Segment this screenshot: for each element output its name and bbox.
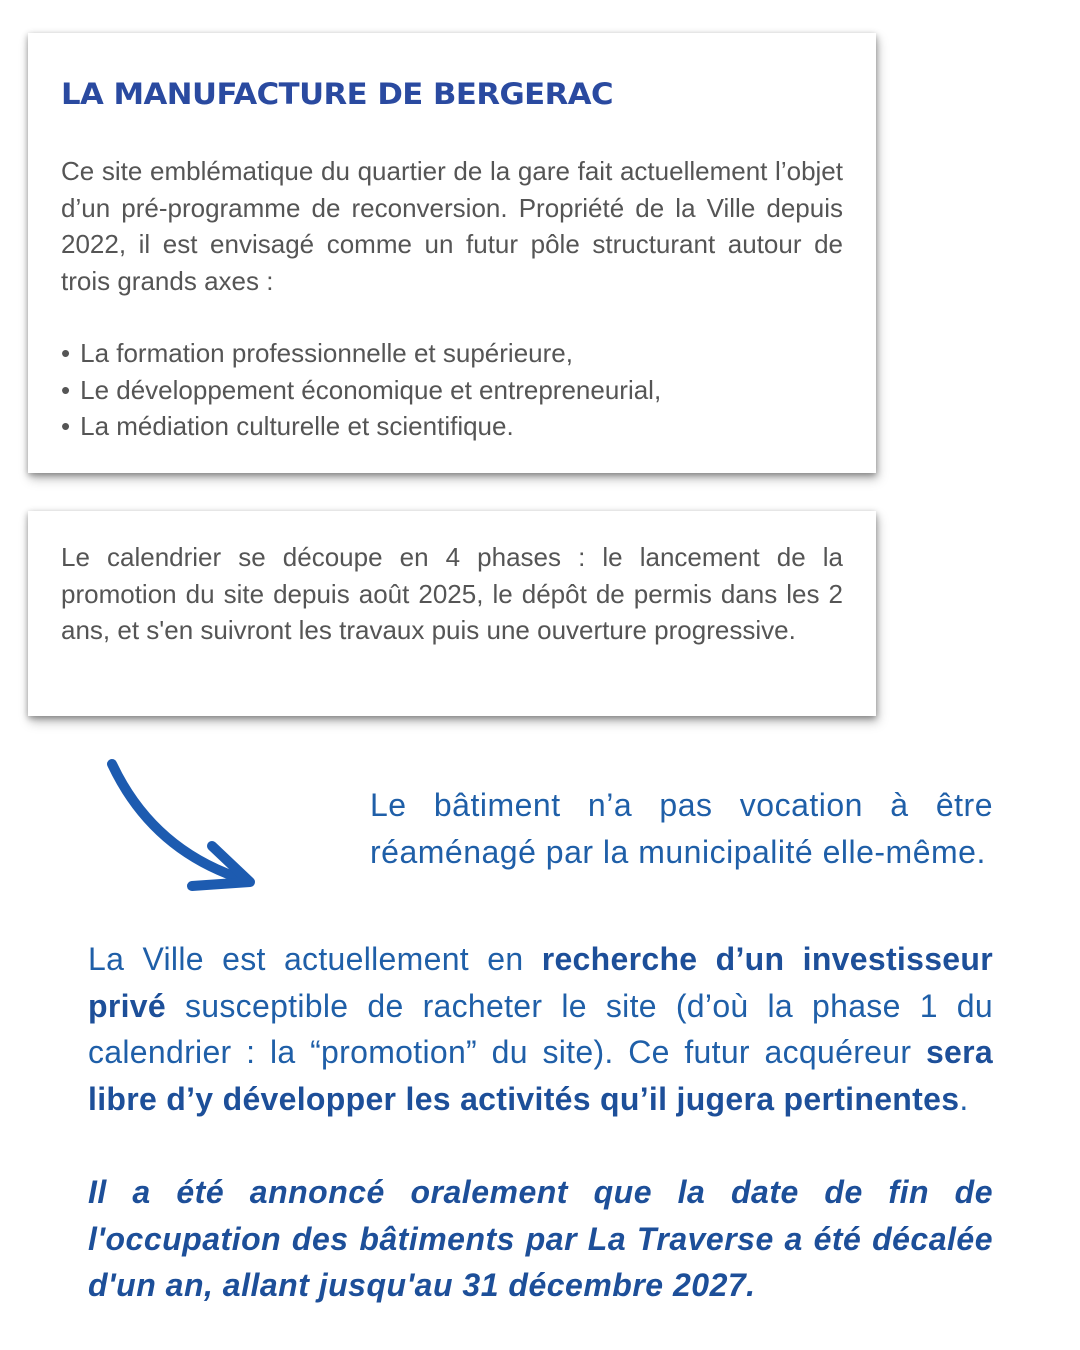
manufacture-card (28, 33, 876, 473)
investor-note: La Ville est actuellement en recherche d’un investisseur privé susceptible de racheter le site (d’où la phase 1 du calendrier : la “promotion” du site). Ce futur acquéreur sera libre d’y développer les activités qu’il jugera pertinentes. (88, 941, 993, 1117)
card-intro-text: Ce site emblématique du quartier de la gare fait actuellement l’objet d’un pré-programme de reconversion. Propriété de la Ville depuis 2022, il est envisagé comme un futur pôle structurant autour de trois grands axes : (61, 156, 843, 296)
list-item: • La médiation culturelle et scientifique. (61, 411, 514, 441)
calendar-card (28, 511, 876, 716)
card-title: LA MANUFACTURE DE BERGERAC (61, 77, 614, 111)
occupation-end-note: Il a été annoncé oralement que la date de fin de l'occupation des bâtiments par La Traverse a été décalée d'un an, allant jusqu'au 31 décembre 2027. (88, 1174, 993, 1303)
list-item: • Le développement économique et entrepreneurial, (61, 374, 662, 405)
list-item: • La formation professionnelle et supérieure, (61, 338, 573, 368)
axes-list (61, 335, 843, 445)
investor-highlight: recherche d’un investisseur privé (88, 941, 993, 1024)
activities-highlight: sera libre d’y développer les activités qu’il jugera pertinentes (88, 1034, 993, 1117)
calendar-text: Le calendrier se découpe en 4 phases : le lancement de la promotion du site depuis août 2025, le dépôt de permis dans les 2 ans, et s'en suivront les travaux puis une ouverture progressive. (61, 542, 843, 645)
building-note: Le bâtiment n’a pas vocation à être réaménagé par la municipalité elle-même. (370, 787, 993, 870)
curved-arrow-down-right-icon (100, 758, 270, 908)
